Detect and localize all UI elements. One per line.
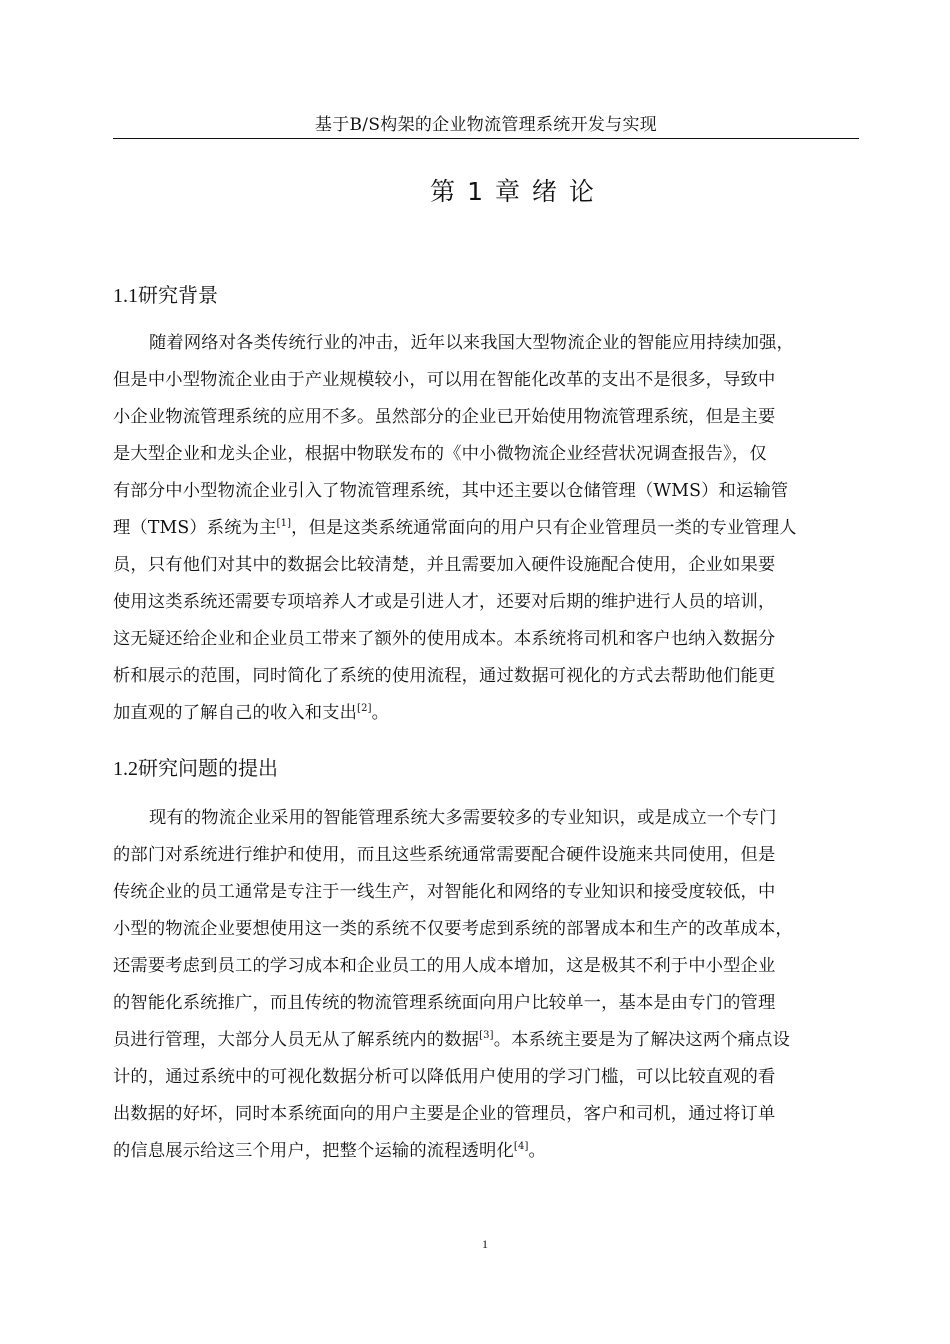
text-segment: 理（TMS）系统为主 xyxy=(113,518,277,538)
section-heading-1-2 xyxy=(113,754,278,783)
citation-ref: [1] xyxy=(276,518,292,529)
text-line: 随着网络对各类传统行业的冲击，近年以来我国大型物流企业的智能应用持续加强， xyxy=(149,333,794,353)
section-heading-1-1 xyxy=(113,281,218,310)
section-title: 研究问题的提出 xyxy=(138,756,278,780)
text-line: 出数据的好坏，同时本系统面向的用户主要是企业的管理员，客户和司机，通过将订单 xyxy=(113,1104,776,1124)
text-segment: ，但是这类系统通常面向的用户只有企业管理员一类的专业管理人 xyxy=(291,518,797,538)
text-line: 的部门对系统进行维护和使用，而且这些系统通常需要配合硬件设施来共同使用，但是 xyxy=(113,845,776,865)
text-line: 是大型企业和龙头企业，根据中物联发布的《中小微物流企业经营状况调查报告》，仅 xyxy=(113,444,767,464)
paragraph-research-background xyxy=(113,325,863,732)
citation-ref: [2] xyxy=(357,703,372,714)
text-line xyxy=(113,695,863,732)
text-line: 使用这类系统还需要专项培养人才或是引进人才，还要对后期的维护进行人员的培训， xyxy=(113,592,776,612)
running-header: 基于B/S构架的企业物流管理系统开发与实现 xyxy=(314,115,658,135)
paragraph-research-problem xyxy=(113,800,863,1170)
text-segment: 的信息展示给这三个用户，把整个运输的流程透明化 xyxy=(113,1141,514,1161)
text-line xyxy=(113,1022,863,1059)
text-line: 小企业物流管理系统的应用不多。虽然部分的企业已开始使用物流管理系统，但是主要 xyxy=(113,407,776,427)
page-number: 1 xyxy=(482,1237,488,1251)
text-line: 现有的物流企业采用的智能管理系统大多需要较多的专业知识，或是成立一个专门 xyxy=(149,808,777,828)
text-line: 析和展示的范围，同时简化了系统的使用流程，通过数据可视化的方式去帮助他们能更 xyxy=(113,666,776,686)
text-line: 的智能化系统推广，而且传统的物流管理系统面向用户比较单一，基本是由专门的管理 xyxy=(113,993,776,1013)
text-line: 有部分中小型物流企业引入了物流管理系统，其中还主要以仓储管理（WMS）和运输管 xyxy=(113,481,789,501)
text-line: 传统企业的员工通常是专注于一线生产，对智能化和网络的专业知识和接受度较低，中 xyxy=(113,882,776,902)
chapter-title: 第 1 章 绪 论 xyxy=(430,177,596,206)
text-segment: 。 xyxy=(528,1141,546,1161)
text-segment: 员进行管理，大部分人员无从了解系统内的数据 xyxy=(113,1030,480,1050)
text-line xyxy=(113,510,863,547)
text-segment: 加直观的了解自己的收入和支出 xyxy=(113,703,358,723)
section-number: 1.1 xyxy=(113,285,138,307)
section-title: 研究背景 xyxy=(138,283,218,307)
text-segment: 。本系统主要是为了解决这两个痛点设 xyxy=(493,1030,791,1050)
text-line xyxy=(113,1133,863,1170)
text-line: 这无疑还给企业和企业员工带来了额外的使用成本。本系统将司机和客户也纳入数据分 xyxy=(113,629,776,649)
text-line: 计的，通过系统中的可视化数据分析可以降低用户使用的学习门槛，可以比较直观的看 xyxy=(113,1067,776,1087)
citation-ref: [4] xyxy=(513,1141,529,1152)
text-line: 员，只有他们对其中的数据会比较清楚，并且需要加入硬件设施配合使用，企业如果要 xyxy=(113,555,776,575)
text-line: 但是中小型物流企业由于产业规模较小，可以用在智能化改革的支出不是很多，导致中 xyxy=(113,370,776,390)
citation-ref: [3] xyxy=(479,1030,494,1041)
text-segment: 。 xyxy=(371,703,390,723)
section-number: 1.2 xyxy=(113,758,138,780)
text-line: 还需要考虑到员工的学习成本和企业员工的用人成本增加，这是极其不利于中小型企业 xyxy=(113,956,776,976)
text-line: 小型的物流企业要想使用这一类的系统不仅要考虑到系统的部署成本和生产的改革成本， xyxy=(113,919,793,939)
header-rule xyxy=(113,138,859,139)
